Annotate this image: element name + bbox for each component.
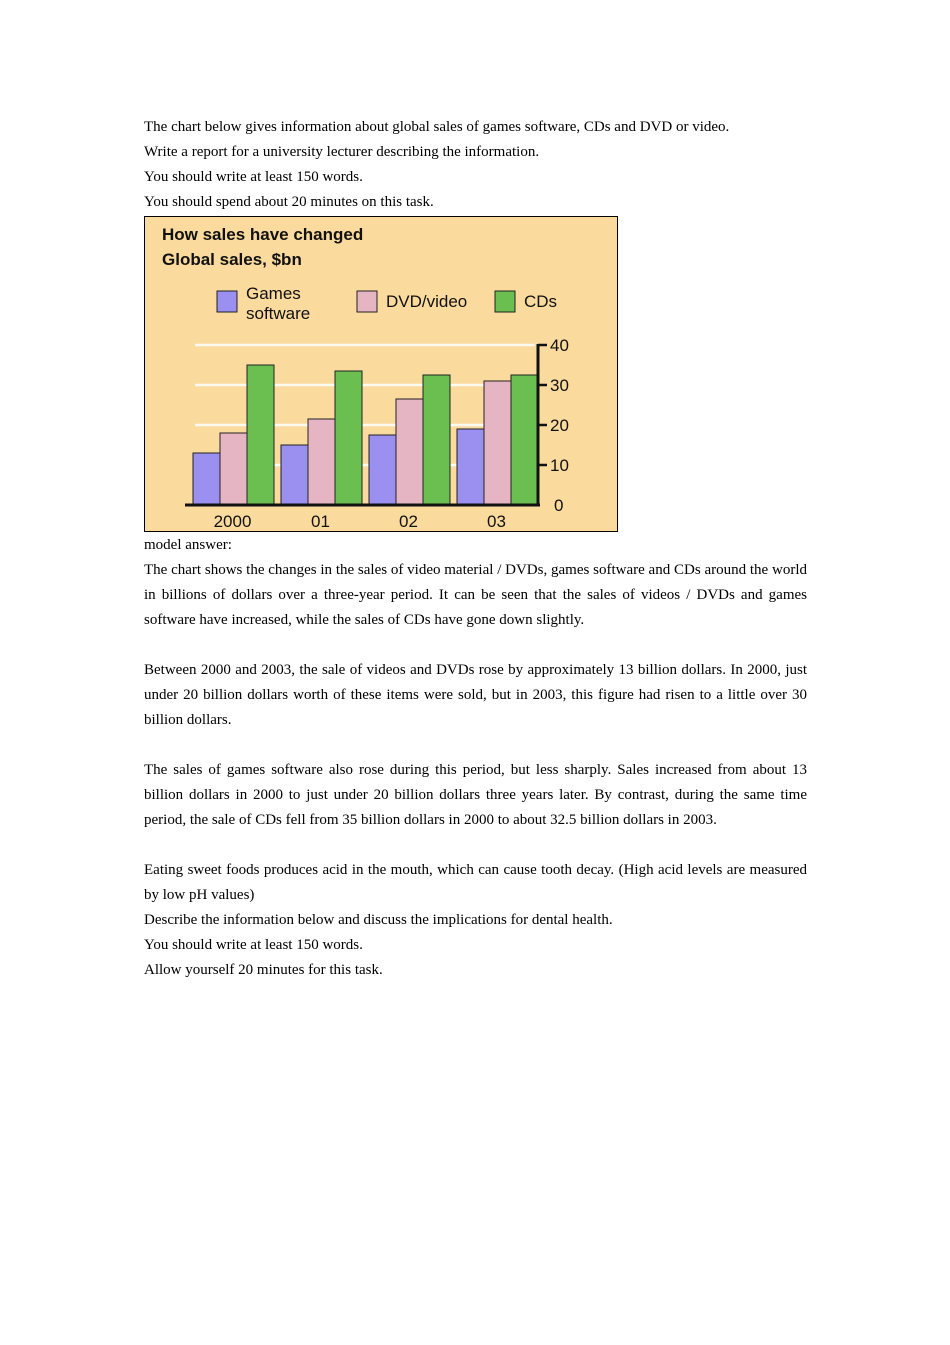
document-page — [144, 115, 807, 983]
chart-legend — [217, 284, 557, 323]
bar-02-0 — [369, 435, 396, 505]
answer-paragraph-2: Between 2000 and 2003, the sale of videos and DVDs rose by approximately 13 billion dollars. In 2000, just under 20 billion dollars worth of these items were sold, but in 2003, this figure had risen to a little over 30 billion dollars. — [144, 662, 807, 728]
bar-02-2 — [423, 375, 450, 505]
task2-instruction-line: Describe the information below and discuss the implications for dental health. — [144, 912, 613, 928]
word-count-line: You should write at least 150 words. — [144, 169, 363, 185]
task2-intro: Eating sweet foods produces acid in the mouth, which can cause tooth decay. (High acid levels are measured by low pH values) — [144, 862, 807, 903]
x-tick-label-02: 02 — [399, 512, 418, 531]
task2-word-count-line: You should write at least 150 words. — [144, 937, 363, 953]
legend-swatch-0 — [217, 291, 237, 312]
chart-subtitle: Global sales, $bn — [162, 250, 302, 269]
legend-swatch-1 — [357, 291, 377, 312]
legend-label-2: CDs — [524, 292, 558, 311]
bar-01-2 — [335, 371, 362, 505]
bar-02-1 — [396, 399, 423, 505]
legend-swatch-2 — [495, 291, 515, 312]
sales-chart — [144, 216, 618, 532]
answer-paragraph-1: The chart shows the changes in the sales of video material / DVDs, games software and CDs around the world in billions of dollars over a three-year period. It can be seen that the sales of videos / DVDs and games software have increased, while the sales of CDs have gone down slightly. — [144, 562, 807, 628]
bar-01-0 — [281, 445, 308, 505]
y-tick-label-30: 30 — [550, 376, 569, 395]
task-prompt-line: The chart below gives information about global sales of games software, CDs and DVD or video. — [144, 119, 730, 135]
chart-title: How sales have changed — [162, 225, 364, 244]
y-tick-label-20: 20 — [550, 416, 569, 435]
model-answer-label: model answer: — [144, 537, 232, 553]
bar-03-0 — [457, 429, 484, 505]
chart-x-axis — [214, 512, 506, 531]
x-tick-label-03: 03 — [487, 512, 506, 531]
time-limit-line: You should spend about 20 minutes on this task. — [144, 194, 434, 210]
legend-label-1: DVD/video — [386, 292, 468, 311]
y-tick-label-0: 0 — [554, 496, 564, 515]
bar-01-1 — [308, 419, 335, 505]
task-instruction-line: Write a report for a university lecturer describing the information. — [144, 144, 540, 160]
bar-03-1 — [484, 381, 511, 505]
bar-2000-0 — [193, 453, 220, 505]
y-tick-label-40: 40 — [550, 336, 569, 355]
bar-2000-1 — [220, 433, 247, 505]
x-tick-label-01: 01 — [311, 512, 330, 531]
chart-canvas — [145, 217, 619, 533]
x-tick-label-2000: 2000 — [213, 512, 252, 531]
bar-03-2 — [511, 375, 538, 505]
task2-time-line: Allow yourself 20 minutes for this task. — [144, 962, 383, 978]
bar-2000-2 — [247, 365, 274, 505]
answer-paragraph-3: The sales of games software also rose during this period, but less sharply. Sales increased from about 13 billion dollars in 2000 to just under 20 billion dollars three years later. By contrast, during the same time period, the sale of CDs fell from 35 billion dollars in 2000 to about 32.5 billion dollars in 2003. — [144, 762, 807, 828]
y-tick-label-10: 10 — [550, 456, 569, 475]
legend-label-0: Games software — [246, 284, 311, 323]
